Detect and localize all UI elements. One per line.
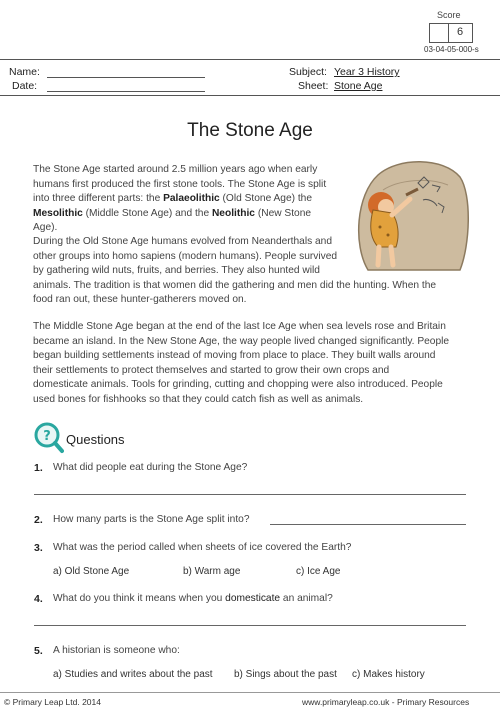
svg-text:?: ? (43, 429, 51, 444)
term-neolithic: Neolithic (211, 207, 255, 219)
name-field[interactable] (47, 77, 205, 78)
question-2-number: 2. (34, 514, 43, 526)
questions-heading: Questions (66, 432, 125, 447)
term-palaeolithic: Palaeolithic (163, 193, 220, 204)
subject-label: Subject: (289, 66, 327, 78)
question-4-text: What do you think it means when you domesticate an animal? (53, 593, 333, 604)
question-3-option-c[interactable]: c) Ice Age (296, 566, 341, 577)
question-1-text: What did people eat during the Stone Age? (53, 462, 248, 473)
question-4-answer-line[interactable] (34, 625, 466, 626)
question-1-answer-line[interactable] (34, 494, 466, 495)
footer-website: www.primaryleap.co.uk - Primary Resources (302, 697, 470, 707)
question-4-number: 4. (34, 593, 43, 605)
question-1-number: 1. (34, 462, 43, 474)
sheet-value: Stone Age (334, 80, 383, 92)
name-label: Name: (9, 66, 40, 78)
score-value: 6 (457, 26, 464, 38)
subject-value: Year 3 History (334, 66, 400, 78)
question-2-answer-line[interactable] (270, 524, 466, 525)
question-5-option-b[interactable]: b) Sings about the past (234, 669, 337, 680)
magnifier-question-icon (34, 422, 64, 459)
middle-new-stone-age-paragraph: The Middle Stone Age began at the end of the last Ice Age when sea levels rose and Britain became an island. In the New Stone Age, the way people lived changed significantly. People began building settlements instead of moving from place to place. They built walls around their settlements to protect themselves and started to grow their own crops and domesticate animals. Tools for grinding, cutting and chopping were also introduced. People used bones for fishhooks so that they could catch fish as well as animals. (33, 321, 450, 405)
question-3-option-b[interactable]: b) Warm age (183, 566, 241, 577)
date-field[interactable] (47, 91, 205, 92)
question-5-option-a[interactable]: a) Studies and writes about the past (53, 669, 213, 680)
intro-paragraph: The Stone Age started around 2.5 million years ago when early humans first produced the first stone tools. The Stone Age is split into three different parts: the Palaeolithic (Old Stone Age) the Mesolithic (Middle Stone Age) and the Neolithic (New Stone Age). (33, 164, 327, 233)
sheet-code: 03-04-05-000-s (424, 45, 479, 54)
score-box (429, 23, 473, 43)
question-2-text: How many parts is the Stone Age split into? (53, 514, 250, 525)
old-stone-age-paragraph: During the Old Stone Age humans evolved from Neanderthals and other groups into homo sapiens (modern humans). People survived by gathering wild nuts, fruits, and berries. They also hunted wild animals. The tradition is that women did the gathering and men did the hunting. When the food ran out, these hunter-gatherers moved on. (33, 236, 437, 305)
question-5-text: A historian is someone who: (53, 645, 180, 656)
question-3-text: What was the period called when sheets of ice covered the Earth? (53, 542, 352, 553)
score-label: Score (437, 10, 461, 20)
sheet-label: Sheet: (298, 80, 329, 92)
term-mesolithic: Mesolithic (33, 207, 83, 219)
date-label: Date: (12, 80, 38, 92)
question-5-number: 5. (34, 645, 43, 657)
question-3-option-a[interactable]: a) Old Stone Age (53, 566, 130, 577)
page-title: The Stone Age (187, 120, 313, 141)
question-3-number: 3. (34, 542, 43, 554)
header-divider-bottom (0, 95, 500, 96)
term-domesticate: domesticate (225, 593, 281, 604)
footer-divider (0, 692, 500, 693)
header-divider-top (0, 59, 500, 60)
footer-copyright: © Primary Leap Ltd. 2014 (4, 697, 101, 707)
question-5-option-c[interactable]: c) Makes history (352, 669, 425, 680)
